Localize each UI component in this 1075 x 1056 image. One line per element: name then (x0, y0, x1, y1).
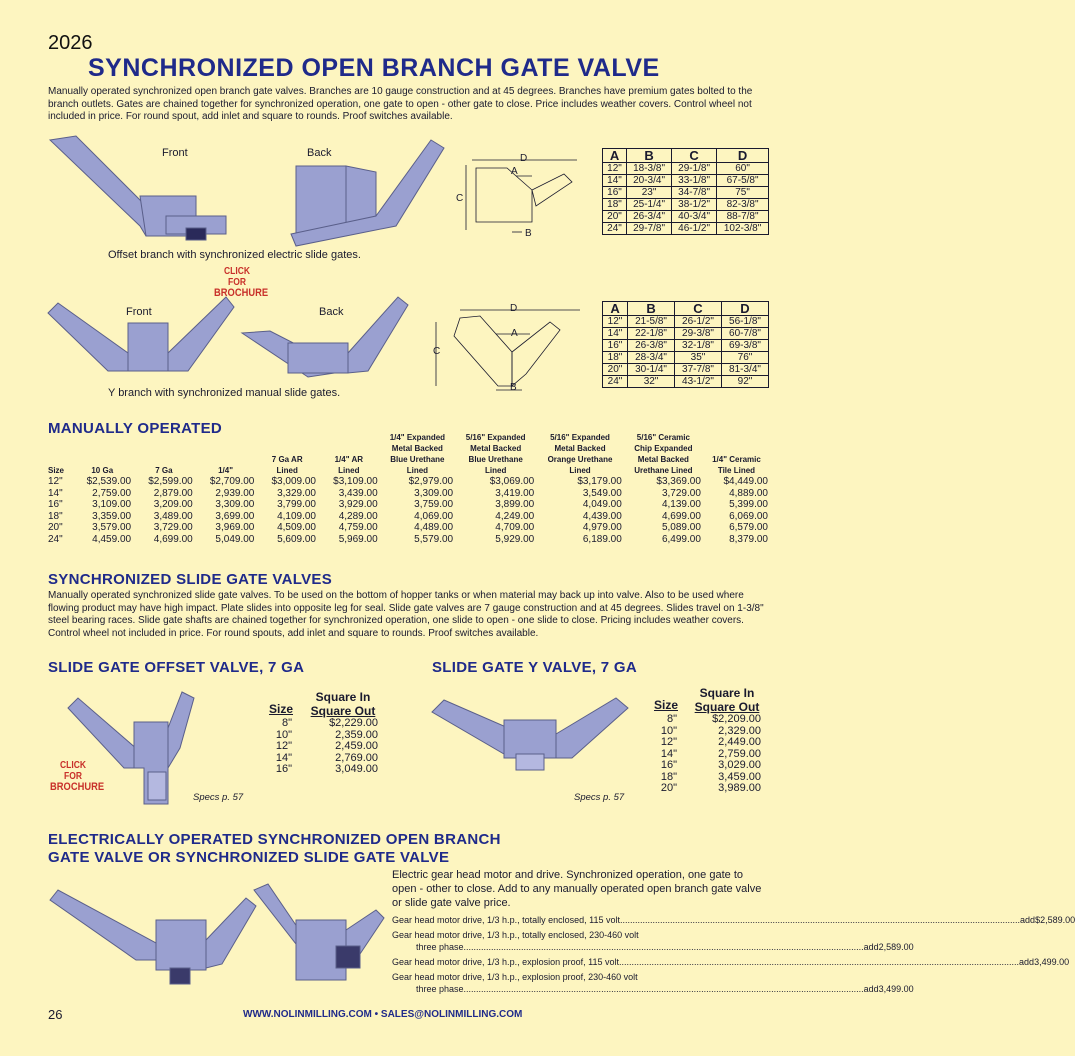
manual-header-cell (380, 432, 455, 476)
motor-option (392, 929, 914, 953)
manual-header-line: 7 Ga (155, 466, 173, 475)
price-cell: 2,759.00 (92, 487, 132, 499)
price-cell: 3,899.00 (495, 499, 535, 510)
motor-option-row (392, 983, 914, 995)
dimension-cell: 29-3/8" (675, 328, 722, 340)
price-cell: 6,189.00 (582, 533, 622, 545)
manual-header-line: Metal Backed (391, 444, 443, 453)
size-header: Size (268, 702, 293, 716)
manual-header-line: Tile Lined (717, 466, 756, 475)
dimension-header-cell: C (675, 302, 722, 316)
price-cell: 5,969.00 (338, 533, 378, 545)
price-cell: 24" (48, 533, 63, 545)
dimension-header-row (603, 302, 769, 316)
dimension-row (603, 376, 769, 388)
motor-option-price: 3,499.00 (1034, 957, 1070, 967)
motor-option-row (392, 914, 1075, 926)
dimension-row (603, 223, 769, 235)
size-cell: 20" (660, 782, 677, 794)
price-cell: 4,249.00 (495, 510, 535, 522)
manual-header-line: Lined (485, 466, 507, 475)
price-cell: $2,709.00 (209, 476, 255, 487)
y-valve-specs: Specs p. 57 (574, 792, 625, 803)
dimension-cell: 81-3/4" (721, 364, 768, 376)
price-cell: 20" (48, 522, 63, 533)
dimension-row (603, 175, 769, 187)
dimension-header-cell: D (717, 149, 769, 163)
price-cell: 3,699.00 (215, 510, 255, 522)
motor-option-desc: Gear head motor drive, 1/3 h.p., totally enclosed, 115 volt................................................................................................................................................................ (392, 915, 1021, 925)
brochure-line1: CLICK FOR (224, 266, 250, 288)
size-cell: 14" (275, 751, 292, 764)
dimension-cell: 35" (675, 352, 722, 364)
dimension-row (603, 328, 769, 340)
manual-header-line: Lined (276, 466, 298, 475)
dimension-header-cell: B (628, 302, 675, 316)
price-cell: 3,049.00 (335, 763, 378, 775)
manual-header-cell (133, 432, 195, 476)
manual-header-line: 1/4" Ceramic (712, 455, 761, 464)
dimension-row (603, 211, 769, 223)
offset-dimension-table (602, 148, 769, 235)
dimension-cell: 60" (717, 163, 769, 175)
dimension-header-cell: C (672, 149, 717, 163)
dimension-cell: 24" (603, 376, 628, 388)
electric-text: Electric gear head motor and drive. Synchronized operation, one gate to open - other to close. Add to any manually operated open branch gate valve or slide gate valve price. (392, 869, 762, 909)
brochure-line2: BROCHURE (214, 287, 269, 299)
table-row (264, 718, 388, 730)
manual-header-line: Metal Backed (470, 444, 522, 453)
offset-valve-brochure-link[interactable] (50, 760, 105, 793)
motor-option-add: add (863, 942, 879, 952)
price-cell: 6,579.00 (729, 522, 768, 533)
motor-option-price: $2,589.00 (1035, 915, 1075, 925)
manual-header-cell (455, 432, 536, 476)
table-row (649, 760, 771, 772)
y-branch-caption: Y branch with synchronized manual slide gates. (108, 387, 341, 399)
manual-header-cell (536, 432, 624, 476)
manual-header-line: 1/4" (218, 466, 233, 475)
size-cell: 8" (281, 717, 292, 729)
price-cell: 3,729.00 (661, 487, 701, 499)
price-cell: 2,939.00 (215, 487, 255, 499)
manual-header-cell (624, 432, 703, 476)
price-cell: 3,459.00 (718, 770, 761, 783)
intro-text: Manually operated synchronized open branch gate valves. Branches are 10 gauge construction and at 45 degrees. Branches have premium gates bolted to the branch outlets. Gates are chained together for synchronized operation, one gate to open - other gate to close. Price includes weather covers. Control wheel not included in price. For round spout, add inlet and square to rounds. Proof switches available. (48, 86, 753, 122)
page-title: SYNCHRONIZED OPEN BRANCH GATE VALVE (88, 54, 660, 82)
table-row (46, 522, 770, 534)
motor-option-add: add (1019, 957, 1035, 967)
manual-header-line: Orange Urethane (547, 455, 613, 464)
manual-header-cell (46, 432, 71, 476)
price-cell: 3,989.00 (718, 782, 761, 794)
y-diagram-b: B (510, 382, 517, 393)
price-cell: 3,929.00 (338, 499, 378, 510)
table-row (649, 714, 771, 726)
manual-header-cell (256, 432, 318, 476)
sync-slide-title: SYNCHRONIZED SLIDE GATE VALVES (48, 571, 333, 588)
manual-header-line: 5/16" Ceramic (636, 433, 690, 442)
dimension-cell: 30-1/4" (628, 364, 675, 376)
manual-price-table (46, 432, 772, 545)
y-valve-photo (432, 688, 628, 774)
price-cell: 3,209.00 (153, 499, 193, 510)
size-cell: 8" (666, 713, 677, 725)
price-cell: 3,759.00 (414, 499, 454, 510)
dimension-cell: 75" (717, 187, 769, 199)
y-back-label: Back (319, 306, 344, 318)
price-cell: $2,599.00 (148, 476, 193, 487)
price-cell: 12" (48, 476, 63, 487)
price-cell: 4,459.00 (92, 533, 132, 545)
y-diagram-a: A (511, 328, 518, 339)
dimension-cell: 22-1/8" (628, 328, 675, 340)
offset-diagram-d: D (520, 153, 528, 164)
sync-slide-text: Manually operated synchronized slide gate valves. To be used on the bottom of hopper tanks or when material may back up into valve. Also to be used where flowing product may have high impact. Plate slides into opposite leg for seal. Slide gate valves are 7 gauge construction and at 45 degrees. Slides travel on 1-3/8" steel bearing races. Slide gate shafts are chained together for synchronized operation, one slide to open - one slide to close. Pricing includes weather covers. Control wheel not included in price. For round spouts, add inlet and square to rounds. Proof switches available. (48, 590, 764, 639)
price-cell: 14" (48, 487, 63, 499)
motor-option-desc: three phase................................................................................................................................................................ (416, 984, 864, 994)
motor-option-desc: three phase................................................................................................................................................................ (416, 942, 864, 952)
dimension-cell: 32-1/8" (675, 340, 722, 352)
motor-option-price: 2,589.00 (878, 942, 914, 952)
price-cell: 5,579.00 (414, 533, 454, 545)
price-cell: 3,799.00 (277, 499, 316, 510)
price-cell: $2,979.00 (408, 476, 454, 487)
table-row (46, 511, 770, 523)
dimension-cell: 20" (603, 364, 628, 376)
manual-header-cell (195, 432, 257, 476)
motor-option (392, 971, 914, 995)
size-cell: 14" (660, 747, 677, 760)
price-cell: 5,929.00 (495, 533, 535, 545)
dimension-cell: 34-7/8" (672, 187, 717, 199)
manual-header-line: Metal Backed (554, 444, 606, 453)
manual-header-line: 1/4" Expanded (389, 433, 446, 442)
price-cell: 2,329.00 (718, 724, 761, 737)
table-row (649, 737, 771, 749)
dimension-cell: 14" (603, 328, 628, 340)
dimension-cell: 82-3/8" (717, 199, 769, 211)
manual-header-line: Size (48, 466, 65, 475)
dimension-cell: 33-1/8" (672, 175, 717, 187)
dimension-header-row (603, 149, 769, 163)
dimension-cell: 29-1/8" (672, 163, 717, 175)
table-row (46, 476, 770, 488)
dimension-cell: 32" (628, 376, 675, 388)
manual-header-line: Lined (406, 466, 429, 475)
dimension-cell: 40-3/4" (672, 211, 717, 223)
footer-contact: WWW.NOLINMILLING.COM • SALES@NOLINMILLING.COM (243, 1009, 523, 1020)
dimension-cell: 20-3/4" (627, 175, 672, 187)
table-row (46, 534, 770, 546)
y-diagram-c: C (433, 346, 441, 357)
dimension-cell: 76" (721, 352, 768, 364)
electric-title-line1: ELECTRICALLY OPERATED SYNCHRONIZED OPEN BRANCH (48, 831, 501, 848)
size-cell: 10" (660, 724, 677, 737)
y-valve-title: SLIDE GATE Y VALVE, 7 GA (432, 659, 638, 676)
price-cell: 5,609.00 (277, 533, 316, 545)
size-cell: 12" (660, 736, 677, 748)
offset-front-label: Front (162, 147, 188, 159)
offset-valve-title: SLIDE GATE OFFSET VALVE, 7 GA (48, 659, 305, 676)
price-cell: 2,769.00 (335, 751, 378, 764)
dimension-cell: 26-1/2" (675, 316, 722, 328)
y-diagram-d: D (510, 303, 518, 314)
price-cell: 4,759.00 (338, 522, 378, 533)
dimension-cell: 20" (603, 211, 627, 223)
price-cell: 3,549.00 (582, 487, 622, 499)
price-cell: 4,699.00 (661, 510, 701, 522)
dimension-cell: 21-5/8" (628, 316, 675, 328)
y-front-label: Front (126, 306, 152, 318)
electric-title-line2: GATE VALVE OR SYNCHRONIZED SLIDE GATE VALVE (48, 849, 450, 866)
motor-option-desc: Gear head motor drive, 1/3 h.p., explosion proof, 115 volt................................................................................................................................................................ (392, 957, 1020, 967)
manual-header-line: 7 Ga AR (271, 455, 303, 464)
dimension-cell: 14" (603, 175, 627, 187)
dimension-cell: 43-1/2" (675, 376, 722, 388)
size-cell: 16" (275, 763, 292, 775)
table-row (46, 488, 770, 500)
dimension-cell: 69-3/8" (721, 340, 768, 352)
motor-option (392, 914, 1075, 926)
manual-header-cell (71, 432, 133, 476)
manual-header-line: 5/16" Expanded (465, 433, 526, 442)
table-row (46, 499, 770, 511)
price-cell: 5,049.00 (215, 533, 255, 545)
offset-branch-caption: Offset branch with synchronized electric slide gates. (108, 249, 361, 261)
manual-header-line: 10 Ga (91, 466, 114, 475)
y-dimension-table (602, 301, 769, 388)
y-valve-price-table (649, 686, 771, 795)
price-cell: 4,489.00 (414, 522, 454, 533)
y-dimension-diagram (430, 302, 585, 394)
price-cell: $3,009.00 (271, 476, 316, 487)
dimension-cell: 37-7/8" (675, 364, 722, 376)
motor-option-title: Gear head motor drive, 1/3 h.p., totally enclosed, 230-460 volt (392, 930, 639, 940)
price-cell: 18" (48, 510, 63, 522)
page-number: 26 (48, 1007, 63, 1022)
dimension-row (603, 163, 769, 175)
price-cell: 2,879.00 (153, 487, 193, 499)
price-cell: 4,439.00 (582, 510, 622, 522)
dimension-cell: 92" (721, 376, 768, 388)
y-branch-photo (48, 293, 408, 381)
manual-header-cell (318, 432, 380, 476)
offset-diagram-b: B (525, 228, 532, 239)
dimension-cell: 102-3/8" (717, 223, 769, 235)
motor-option-add: add (1020, 915, 1036, 925)
dimension-header-cell: A (603, 149, 627, 163)
price-cell: $3,109.00 (333, 476, 378, 487)
price-cell: 3,579.00 (92, 522, 132, 533)
manual-header-line: Lined (569, 466, 591, 475)
price-cell: 5,399.00 (729, 499, 768, 510)
price-header: Square In Square Out (694, 686, 760, 714)
price-cell: 3,419.00 (495, 487, 535, 499)
manual-header-line: Blue Urethane (390, 455, 445, 464)
price-cell: $2,229.00 (329, 717, 378, 729)
dimension-cell: 56-1/8" (721, 316, 768, 328)
motor-option-price: 3,499.00 (878, 984, 914, 994)
manual-header-line: Urethane Lined (634, 466, 693, 475)
dimension-cell: 23" (627, 187, 672, 199)
motor-options-list (392, 914, 1075, 998)
table-row (264, 741, 388, 753)
price-cell: 5,089.00 (661, 522, 701, 533)
offset-branch-photo (46, 136, 446, 246)
price-cell: 3,309.00 (414, 487, 454, 499)
dimension-row (603, 340, 769, 352)
dimension-cell: 25-1/4" (627, 199, 672, 211)
manual-header-line: 5/16" Expanded (550, 433, 610, 442)
price-cell: 4,979.00 (582, 522, 622, 533)
size-cell: 16" (660, 759, 677, 771)
manual-header-line: Blue Urethane (468, 455, 523, 464)
dimension-cell: 18-3/8" (627, 163, 672, 175)
motor-option-add: add (863, 984, 879, 994)
price-cell: 16" (48, 499, 63, 510)
catalog-year: 2026 (48, 32, 93, 54)
price-cell: $4,449.00 (723, 476, 768, 487)
table-row (649, 783, 771, 795)
price-cell: 3,969.00 (215, 522, 255, 533)
price-cell: 3,309.00 (215, 499, 255, 510)
offset-diagram-a: A (511, 166, 518, 177)
manual-header-row (46, 432, 770, 476)
dimension-cell: 28-3/4" (628, 352, 675, 364)
manual-header-line: 1/4" AR (334, 455, 364, 464)
size-header: Size (653, 698, 678, 712)
price-cell: 4,699.00 (153, 533, 193, 545)
dimension-header-cell: B (627, 149, 672, 163)
price-cell: 4,049.00 (582, 499, 622, 510)
brochure-line2: BROCHURE (50, 781, 105, 793)
price-cell: 8,379.00 (729, 533, 768, 545)
dimension-row (603, 364, 769, 376)
dimension-cell: 67-5/8" (717, 175, 769, 187)
manual-section-title: MANUALLY OPERATED (48, 420, 223, 437)
dimension-cell: 16" (603, 187, 627, 199)
manual-header-line: Metal Backed (637, 455, 689, 464)
brochure-line1: CLICK FOR (60, 760, 86, 782)
price-cell: 3,359.00 (92, 510, 132, 522)
size-cell: 18" (660, 770, 677, 783)
price-cell: 3,729.00 (153, 522, 193, 533)
price-cell: 3,029.00 (718, 759, 761, 771)
motor-option-row (392, 956, 1070, 968)
dimension-row (603, 352, 769, 364)
dimension-row (603, 187, 769, 199)
price-cell: 2,449.00 (718, 736, 761, 748)
price-cell: $2,539.00 (86, 476, 132, 487)
dimension-row (603, 316, 769, 328)
offset-back-label: Back (307, 147, 332, 159)
dimension-cell: 26-3/8" (628, 340, 675, 352)
dimension-cell: 46-1/2" (672, 223, 717, 235)
motor-option-row (392, 941, 914, 953)
price-cell: 4,509.00 (277, 522, 316, 533)
price-cell: 4,139.00 (661, 499, 701, 510)
table-row (264, 764, 388, 776)
manual-header-line: Lined (338, 466, 360, 475)
price-cell: 3,329.00 (277, 487, 316, 499)
price-cell: 4,709.00 (495, 522, 535, 533)
price-cell: 2,759.00 (718, 747, 761, 760)
manual-header-cell (703, 432, 770, 476)
size-cell: 10" (275, 728, 292, 741)
price-cell: 2,459.00 (335, 740, 378, 752)
dimension-cell: 88-7/8" (717, 211, 769, 223)
price-cell: $3,369.00 (656, 476, 701, 487)
price-cell: 4,109.00 (277, 510, 316, 522)
dimension-cell: 38-1/2" (672, 199, 717, 211)
price-cell: 3,109.00 (92, 499, 132, 510)
motor-option-title: Gear head motor drive, 1/3 h.p., explosion proof, 230-460 volt (392, 972, 638, 982)
motor-option (392, 956, 1070, 968)
dimension-cell: 24" (603, 223, 627, 235)
price-header: Square In Square Out (310, 690, 376, 718)
price-cell: $3,179.00 (577, 476, 622, 487)
offset-valve-price-table (264, 690, 388, 776)
price-cell: 4,289.00 (338, 510, 378, 522)
dimension-cell: 12" (603, 316, 628, 328)
offset-diagram-c: C (456, 193, 464, 204)
dimension-row (603, 199, 769, 211)
manual-header-line: Chip Expanded (634, 444, 693, 453)
price-cell: 4,069.00 (414, 510, 454, 522)
dimension-cell: 29-7/8" (627, 223, 672, 235)
electric-section-title (48, 831, 501, 867)
price-cell: 4,889.00 (729, 487, 768, 499)
price-cell: 3,489.00 (153, 510, 193, 522)
price-cell: $2,209.00 (712, 713, 761, 725)
price-cell: 3,439.00 (338, 487, 378, 499)
size-cell: 12" (275, 740, 292, 752)
price-cell: $3,069.00 (489, 476, 535, 487)
motor-drive-photo (46, 880, 386, 992)
dimension-cell: 12" (603, 163, 627, 175)
price-cell: 6,499.00 (661, 533, 701, 545)
dimension-cell: 16" (603, 340, 628, 352)
dimension-cell: 26-3/4" (627, 211, 672, 223)
dimension-cell: 18" (603, 352, 628, 364)
dimension-header-cell: A (603, 302, 628, 316)
offset-valve-specs: Specs p. 57 (193, 792, 244, 803)
dimension-cell: 60-7/8" (721, 328, 768, 340)
dimension-cell: 18" (603, 199, 627, 211)
price-cell: 6,069.00 (729, 510, 768, 522)
dimension-header-cell: D (721, 302, 768, 316)
price-cell: 2,359.00 (335, 728, 378, 741)
